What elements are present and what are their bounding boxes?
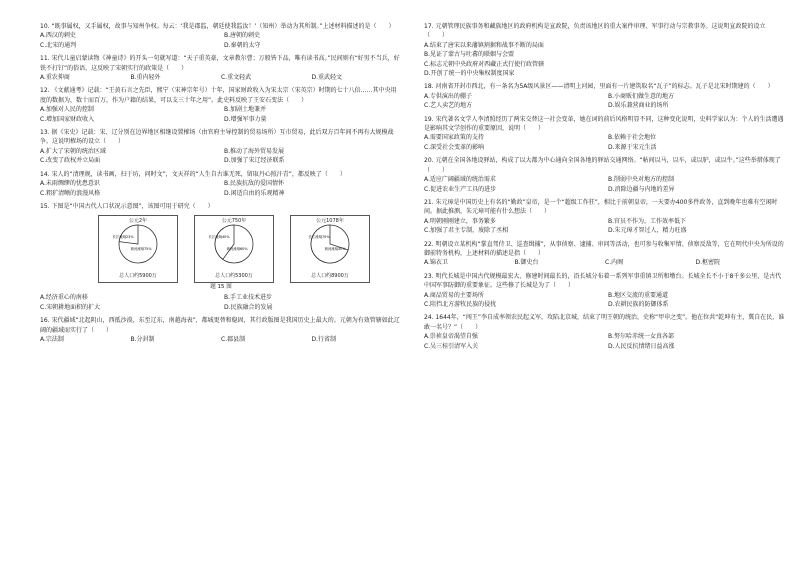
question-stem — [40, 86, 402, 105]
question-23 — [424, 272, 786, 310]
option-D[interactable]: D.民族融合的发展 — [224, 303, 273, 311]
option-D[interactable]: D.枢密院 — [695, 259, 721, 267]
option-A[interactable]: A.扩大了宋朝的统治区域 — [40, 147, 106, 155]
question-19 — [424, 115, 786, 153]
option-B[interactable]: B.努尔哈赤统一女真各部 — [608, 333, 675, 341]
question-number: 15. — [40, 202, 50, 210]
question-text: 据《宋史》记载：宋、辽分别在边界地区相继设置榷场（由官府主导控制的贸易场所）互市贸易，此后双方百年间不再有大规模战争。这说明榷场的设立（ ） — [40, 129, 394, 146]
option-C[interactable]: C.艺人卖艺的地方 — [424, 102, 473, 110]
question-number: 20. — [424, 157, 434, 165]
question-number: 22. — [424, 240, 434, 248]
question-number: 11. — [40, 55, 50, 63]
option-A[interactable]: A.重农抑商 — [40, 74, 70, 82]
pie-title: 公元2年 — [128, 218, 148, 225]
pie-label: 长江流域40% — [208, 235, 230, 240]
question-15 — [40, 202, 402, 312]
question-number: 24. — [424, 314, 434, 322]
option-C[interactable]: C.宋朝耕地面积的扩大 — [40, 303, 101, 311]
option-B[interactable]: B.唐朝的刺史 — [224, 32, 261, 40]
option-D[interactable]: D.闲适自由的乐观精神 — [224, 189, 285, 197]
option-B[interactable]: B.推动了海外贸易发展 — [224, 147, 285, 155]
question-text: 《文献通考》记载：“王黄石言之先臣，熙宁（宋神宗年号）十年，国家财政收入为宋太宗（宋英宗）时期的七十八倍……其中央用度的数据为，数十而百万，作为户籍的结果，可以支三十年之用”。此史料反映了王安石变法（ ） — [40, 87, 397, 104]
option-C[interactable]: C.改变了政权并立局面 — [40, 157, 101, 165]
option-C[interactable]: C.北宋的通判 — [40, 41, 77, 49]
options — [424, 217, 786, 236]
option-A[interactable]: A.未雨绸缪的忧患意识 — [40, 180, 100, 188]
pie-total: 总人口约5300万 — [215, 272, 253, 279]
question-text: 宋人的“清理规，读书画，扫于坊，问时文”，文天祥的“人生自古谁无死，留取丹心照汗青”，都反映了（ ） — [51, 170, 346, 178]
question-text: 朱元璋是中国历史上有名的“勤政”皇帝，是一个“超级工作狂”，相比于前朝皇帝，一天要办400多件政务，直到晚年也难有空闲时间。据此推测，朱元璋可能有什么想法（ ） — [424, 198, 778, 216]
options — [40, 179, 402, 198]
options — [40, 105, 402, 124]
option-C[interactable]: C.吴三桂引清军入关 — [424, 342, 479, 350]
option-D[interactable]: D.朱元璋才智过人，精力旺盛 — [608, 227, 687, 235]
options — [424, 175, 786, 194]
option-B[interactable]: B.民族抗敌的爱国情怀 — [224, 180, 285, 188]
question-10 — [40, 22, 402, 50]
pie-chart-1 — [98, 215, 178, 283]
option-A[interactable]: A.崇祯皇帝渴望自强 — [424, 333, 478, 341]
options — [40, 147, 402, 166]
options — [424, 41, 786, 79]
option-D[interactable]: D.重武轻文 — [311, 74, 343, 82]
pie-total: 总人口约8900万 — [311, 272, 349, 279]
options — [40, 31, 402, 50]
question-stem — [40, 128, 402, 147]
question-text: 宋代疆域“北起阴山，西抵沙漠，东至辽东，南越海表”，都城更替和稳固，其行政版图是我国历史上最大的。元朝为有效管辖如此辽阔的疆域而实行了（ ） — [40, 317, 400, 334]
options — [424, 133, 786, 152]
question-number: 16. — [40, 317, 50, 325]
option-D[interactable]: D.开创了统一的中央集权制度国家 — [424, 70, 515, 78]
question-stem — [424, 313, 786, 332]
option-C[interactable]: C.加强了君主专制，废除了丞相 — [424, 227, 509, 235]
option-A[interactable]: A.需要国家政策的支持 — [424, 134, 484, 142]
question-number: 18. — [424, 83, 434, 91]
question-text: 1644年，“闯王”李自成率领农民起义军，攻陷北京城，结束了明王朝的统治，史称“甲申之变”。他在位共“乾坤有主，冀自在民，谁敢一名号？”（ ） — [424, 314, 785, 331]
question-number: 21. — [424, 198, 434, 206]
question-18 — [424, 82, 786, 110]
option-A[interactable]: A.加强对人民的控制 — [40, 106, 94, 114]
question-stem — [40, 54, 402, 73]
question-22 — [424, 240, 786, 268]
option-C[interactable]: C.内阁 — [605, 259, 624, 267]
left-column — [40, 22, 402, 348]
pie-title: 公元750年 — [221, 218, 247, 225]
option-C[interactable]: C.促进农业生产工具的进步 — [424, 185, 497, 193]
question-stem — [424, 156, 786, 175]
option-A[interactable]: A.结束了唐宋以来藩镇割据和战事不断的局面 — [424, 41, 544, 49]
question-text: 河南省开封市西北，有一条名为5A级风景区——清明上河园，里面有一片建筑取名“瓦子”的标志。瓦子是北宋时期建的（ ） — [435, 83, 774, 91]
option-C[interactable]: C.粗犷清晰的浪漫风格 — [40, 189, 101, 197]
question-number: 12. — [40, 87, 50, 95]
question-17 — [424, 22, 786, 78]
pie-svg — [208, 224, 254, 264]
option-A[interactable]: A.锦衣卫 — [424, 259, 448, 267]
option-D[interactable]: D.消除边疆与内地的差异 — [608, 185, 675, 193]
option-C[interactable]: C.深受社会变革的影响 — [424, 143, 485, 151]
option-A[interactable]: A.专供演出的棚子 — [424, 92, 472, 100]
pie-total: 总人口约5900万 — [119, 272, 157, 279]
option-B[interactable]: B.官员不作为，工作效率低下 — [608, 217, 687, 225]
question-text: 明朝设立某机构“掌直驾侍卫、巡查缉捕”，从事侦察、逮捕、审问等活动，也可参与收集军情、侦察反敌等，它在明代中央为所设的御前特务机构，上述材料的描述是指（ ） — [424, 240, 784, 257]
question-stem — [40, 202, 402, 211]
figure-caption: 题 15 图 — [210, 284, 232, 291]
question-14 — [40, 170, 402, 198]
option-B[interactable]: B.见证了蒙古与吐蕃的联姻与会盟 — [424, 51, 515, 59]
pie-label: 黄河流域75% — [130, 247, 152, 252]
pie-label: 长江流域70% — [308, 235, 330, 240]
question-text: 宋代著名文学人李清照经历了两宋交替这一社会变革，她在词的前后风格明显不同，这种变化说明，史料学家认为：个人的生活遭遇是影响其文学创作的重要原因，说明（ ） — [424, 115, 784, 133]
question-text: 明代长城是中国古代规模最宏大、修建时间最长的，沿长城分布着一系列军事重镇卫所和墩台。长城全长不小于8千多公里，是古代中国军事防御的重要象征。这些修了长城是为了（ ） — [424, 272, 782, 290]
option-D[interactable]: D.加强了宋辽经济联系 — [224, 157, 285, 165]
question-stem — [424, 115, 786, 134]
option-C[interactable]: C.标志元朝中央政府对西藏正式行使行政管辖 — [424, 60, 545, 68]
options — [40, 335, 402, 344]
option-D[interactable]: D.来源于宋元生活 — [608, 143, 657, 151]
pie-svg — [310, 224, 350, 264]
question-text: 元朝管理民族事务和藏族地区的政府机构是宣政院，负责该地区的重大案件审理、军事行动与宗教事务。这说明宣政院的设立（ ） — [424, 23, 766, 40]
option-C[interactable]: C.郡县制 — [221, 335, 246, 343]
question-number: 19. — [424, 115, 434, 123]
options — [424, 258, 786, 267]
question-text: 下图是“中国古代人口状况示意图”，该图可用于研究（ ） — [51, 202, 214, 210]
right-column — [424, 22, 786, 355]
option-B[interactable]: B.加剧土地兼并 — [224, 106, 267, 114]
option-B[interactable]: B.重内轻外 — [130, 74, 161, 82]
option-D[interactable]: D.娱乐兼营商业的场所 — [608, 102, 669, 110]
pie-label: 黄河流域60% — [226, 247, 248, 252]
question-stem — [40, 170, 402, 179]
option-B[interactable]: B.手工业技术进步 — [224, 294, 273, 302]
question-12 — [40, 86, 402, 124]
option-D[interactable]: D.行省制 — [311, 335, 337, 343]
question-stem — [424, 22, 786, 41]
pie-svg — [112, 224, 158, 264]
question-21 — [424, 198, 786, 236]
question-24 — [424, 313, 786, 351]
question-13 — [40, 128, 402, 166]
question-number: 14. — [40, 170, 50, 178]
question-20 — [424, 156, 786, 194]
option-B[interactable]: B.御史台 — [514, 259, 539, 267]
option-D[interactable]: D.农耕民族的防御体系 — [608, 300, 669, 308]
option-C[interactable]: C.阻挡北方游牧民族的侵扰 — [424, 300, 497, 308]
option-B[interactable]: B.地区交流的重要通道 — [608, 291, 669, 299]
question-text: “既事属权，又手属权，故事与知州争权。每云：‘我是郡监，朝廷使我监汝！’（知州）举动为其所制。”上述材料描述的是（ ） — [51, 23, 395, 30]
option-B[interactable]: B.削弱中央对地方的控制 — [608, 176, 675, 184]
question-stem — [424, 240, 786, 259]
option-A[interactable]: A.西汉的刺史 — [40, 32, 76, 40]
pie-label: 长江流域23% — [112, 235, 134, 240]
question-stem — [424, 198, 786, 217]
question-stem — [40, 316, 402, 335]
options — [40, 293, 402, 312]
question-text: 元朝在全国各地设驿站，构成了以大都为中心通向全国各地的驿站交通网络。“帖间以马，以车，或以驴，或以牛。”这些举措体现了（ ） — [424, 157, 781, 174]
option-C[interactable]: C.重文轻武 — [221, 74, 252, 82]
option-A[interactable]: A.明朝刚刚建立，事务繁多 — [424, 217, 496, 225]
option-D[interactable]: D.秦朝的太守 — [224, 41, 261, 49]
question-16 — [40, 316, 402, 344]
pie-chart-2 — [194, 215, 274, 283]
question-text: 宋代儿童启蒙读物《神童诗》的开头一句就写道：“天子重英豪，文章教尔曹；万般皆下品，唯有读书高。”民间则有“好男不当兵，好铁不打钉”的俗语。这反映了宋朝实行的政策是（ ） — [40, 55, 400, 72]
options — [424, 332, 786, 351]
question-stem — [424, 82, 786, 91]
question-11 — [40, 54, 402, 82]
options — [424, 291, 786, 310]
option-D[interactable]: D.增强军事力量 — [224, 115, 267, 123]
option-A[interactable]: A.商品贸易的主要场所 — [424, 291, 484, 299]
options — [40, 73, 402, 82]
option-B[interactable]: B.小商贩们做生意的地方 — [608, 92, 675, 100]
pie-title: 公元1078年 — [316, 218, 344, 225]
question-stem — [40, 22, 402, 31]
question-number: 17. — [424, 23, 434, 30]
option-B[interactable]: B.分封制 — [130, 335, 155, 343]
option-A[interactable]: A.宗法制 — [40, 335, 64, 343]
option-A[interactable]: A.经济重心的南移 — [40, 294, 88, 302]
options — [424, 92, 786, 111]
option-C[interactable]: C.增加国家财政收入 — [40, 115, 95, 123]
question-number: 23. — [424, 272, 434, 280]
question-number: 10. — [40, 23, 50, 30]
population-figure — [40, 215, 402, 291]
option-B[interactable]: B.依赖于社会地位 — [608, 134, 657, 142]
option-D[interactable]: D.人民反抗情绪日益高涨 — [608, 342, 675, 350]
pie-chart-3 — [290, 215, 370, 283]
option-A[interactable]: A.适应广阔疆域的统治需求 — [424, 176, 496, 184]
question-stem — [424, 272, 786, 291]
question-number: 13. — [40, 129, 50, 137]
pie-label: 黄河流域30% — [324, 247, 346, 252]
